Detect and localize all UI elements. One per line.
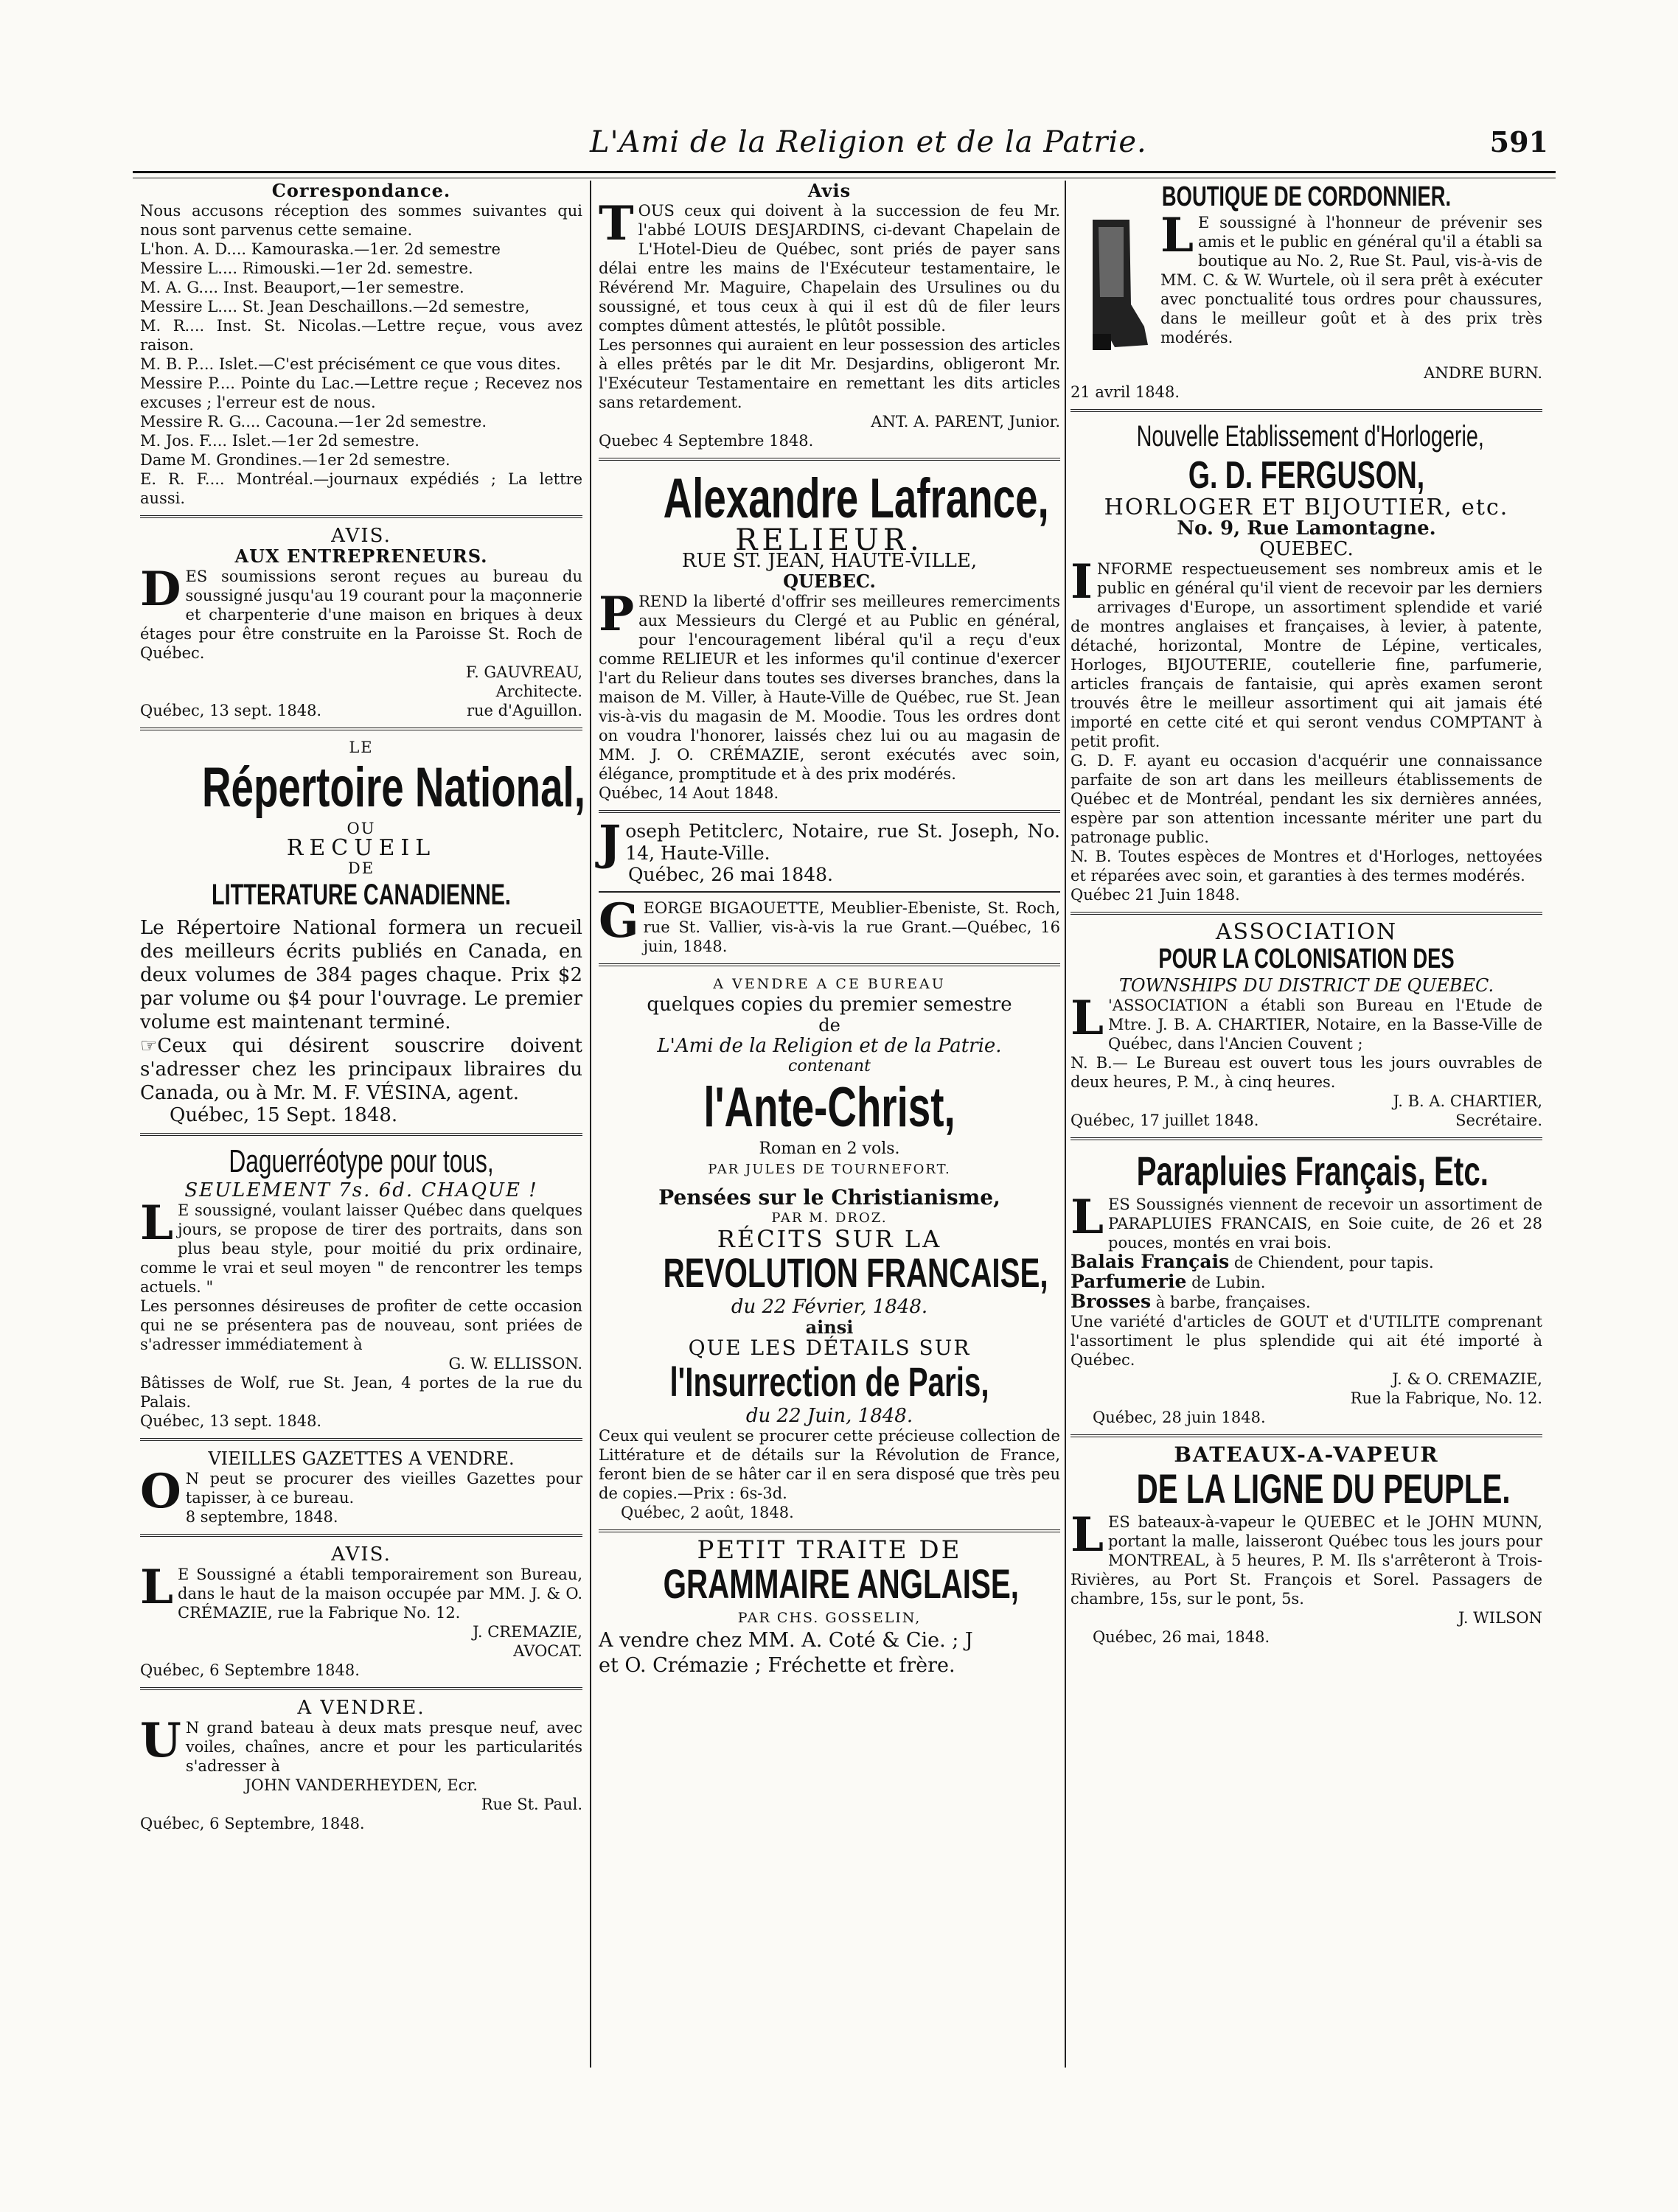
list-item: M. A. G.... Inst. Beauport,—1er semestre. xyxy=(140,279,464,296)
ad-body: Les personnes désireuses de profiter de cette occasion qui ne se présentera pas de nouveau, sont priées de s'adresser immédiatement à xyxy=(140,1297,582,1353)
city: QUEBEC. xyxy=(783,571,876,592)
divider xyxy=(140,1534,582,1537)
ad-headline: l'Ante-Christ, xyxy=(703,1076,955,1139)
column-divider xyxy=(1065,181,1066,2068)
list-item: Messire L.... Rimouski.—1er 2d. semestre. xyxy=(140,259,473,277)
ad-author: PAR M. DROZ. xyxy=(771,1210,888,1226)
ad-kicker: BATEAUX-A-VAPEUR xyxy=(1174,1442,1439,1467)
ad-date: du 22 Février, 1848. xyxy=(731,1296,928,1318)
ad-body: E Soussigné a établi temporairement son Bureau, dans le haut de la maison occupée par MM. J. & O. CRÉMAZIE, rue la Fabrique No. 12. xyxy=(178,1566,582,1622)
drop-cap: J xyxy=(599,815,622,871)
newspaper-title: L'Ami de la Religion et de la Patrie. xyxy=(590,125,1147,159)
avis-entrepreneurs xyxy=(140,526,582,720)
date: Québec, 15 Sept. 1848. xyxy=(170,1104,398,1126)
divider xyxy=(140,1438,582,1441)
ad-headline: Avis xyxy=(807,180,852,201)
divider xyxy=(599,810,1060,813)
boot-icon xyxy=(1070,216,1152,363)
date: Québec, 28 juin 1848. xyxy=(1093,1409,1266,1426)
ad-body: ES Soussignés viennent de recevoir un assortiment de PARAPLUIES FRANCAIS, en Soie cuite, de 26 et 28 pouces, montés en vrai bois. xyxy=(1108,1196,1542,1252)
date: Québec, 17 juillet 1848. xyxy=(1070,1112,1259,1129)
section-title: Correspondance. xyxy=(271,180,451,201)
ad-body: E soussigné à l'honneur de prévenir ses amis et le public en général qu'il a établi sa boutique au No. 2, Rue St. Paul, vis-à-vis de MM. C. & W. Wurtele, où il sera prêt à exécuter avec ponctualité tous ordres pour chaussures, dans le meilleur goût et à des prix très modérés. xyxy=(1160,214,1542,346)
list-item: M. B. P.... Islet.—C'est précisément ce que vous dites. xyxy=(140,355,561,373)
ad-subheadline: RÉCITS SUR LA xyxy=(717,1225,942,1253)
list-item: L'hon. A. D.... Kamouraska.—1er. 2d semestre xyxy=(140,240,501,258)
ad-connector: OU xyxy=(347,820,376,837)
daguerreotype-ad xyxy=(140,1143,582,1431)
role: Architecte. xyxy=(495,683,582,700)
divider xyxy=(140,728,582,730)
drop-cap: L xyxy=(1070,1190,1104,1245)
header-rule xyxy=(133,171,1556,178)
ad-headline: REVOLUTION FRANCAISE, xyxy=(663,1249,1048,1296)
ad-subheadline: RECUEIL xyxy=(286,835,436,861)
signature: F. GAUVREAU, xyxy=(465,663,582,681)
drop-cap: I xyxy=(1070,554,1093,610)
date: Québec, 26 mai, 1848. xyxy=(1093,1628,1270,1646)
ad-headline: Répertoire National, xyxy=(202,756,585,819)
divider xyxy=(1070,1434,1542,1437)
ad-body: N grand bateau à deux mats presque neuf, avec voiles, chaînes, ancre et pour les particularités s'adresser à xyxy=(185,1719,582,1775)
ad-connector: contenant xyxy=(788,1057,871,1075)
ad-kicker: LE xyxy=(349,739,374,756)
ad-date: du 22 Juin, 1848. xyxy=(745,1405,913,1427)
ad-headline: A VENDRE. xyxy=(297,1697,425,1719)
list-item: E. R. F.... Montréal.—journaux expédiés ; La lettre aussi. xyxy=(140,470,582,507)
repertoire-national xyxy=(140,738,585,1126)
product-desc: à barbe, françaises. xyxy=(1155,1294,1311,1311)
ad-subheadline: RELIEUR. xyxy=(735,523,924,557)
lafrance-ad xyxy=(599,468,1060,803)
column-divider xyxy=(590,181,591,2068)
product-desc: de Lubin. xyxy=(1191,1274,1266,1291)
antechrist-ad xyxy=(599,974,1060,1522)
ad-headline: VIEILLES GAZETTES A VENDRE. xyxy=(208,1448,515,1469)
ad-connector: DE xyxy=(347,859,375,877)
divider xyxy=(1070,409,1542,412)
date: Québec, 6 Septembre, 1848. xyxy=(140,1815,365,1832)
ad-body: ES soumissions seront reçues au bureau du soussigné jusqu'au 19 courant pour la maçonnerie et charpenterie d'une maison en briques à deux étages pour être construite en la Paroisse St. Roch de Québec. xyxy=(140,568,582,662)
signature: J. B. A. CHARTIER, xyxy=(1393,1092,1542,1110)
ad-body: 'ASSOCIATION a établi son Bureau en l'Etude de Mtre. J. B. A. CHARTIER, Notaire, en la Basse-Ville de Québec, dans l'Ancien Couvent ; xyxy=(1108,997,1542,1053)
drop-cap: U xyxy=(140,1713,181,1768)
address: No. 9, Rue Lamontagne. xyxy=(1177,517,1436,540)
page-number: 591 xyxy=(1489,125,1548,158)
ad-connector: ainsi xyxy=(805,1316,854,1338)
ad-body: G. D. F. ayant eu occasion d'acquérir une connaissance parfaite de son art dans les meilleurs établissements de Québec et de Montréal, pendant les six dernières années, espère par son attention incessante mériter une part du patronage public. xyxy=(1070,752,1542,846)
ad-body: Une variété d'articles de GOUT et d'UTILITE comprenant l'assortiment le plus splendide qui ait été importé à Québec. xyxy=(1070,1313,1542,1369)
ad-body: Le Répertoire National formera un recueil des meilleurs écrits publiés en Canada, en deux volumes de 384 pages chaque. Prix $2 par volume ou $4 pour l'ouvrage. Le premier volume est maintenant terminé. xyxy=(140,917,582,1033)
date: Québec, 13 sept. 1848. xyxy=(140,1412,322,1430)
ad-author: PAR CHS. GOSSELIN, xyxy=(737,1610,922,1626)
divider xyxy=(1070,912,1542,915)
ad-body: Les personnes qui auraient en leur possession des articles à elles prêtés par le dit Mr. Desjardins, obligeront Mr. l'Exécuteur Testamentaire en remettant les dits articles sans retardement. xyxy=(599,336,1060,411)
list-item: Messire P.... Pointe du Lac.—Lettre reçue ; Recevez nos excuses ; l'erreur est de nous. xyxy=(140,374,582,411)
divider xyxy=(140,515,582,518)
role: Secrétaire. xyxy=(1455,1112,1542,1129)
cordonnier-ad xyxy=(1070,181,1542,402)
divider xyxy=(140,1133,582,1136)
list-item: M. Jos. F.... Islet.—1er 2d semestre. xyxy=(140,432,420,450)
list-item: Dame M. Grondines.—1er 2d semestre. xyxy=(140,451,450,469)
drop-cap: O xyxy=(140,1464,181,1519)
list-item: Messire R. G.... Cacouna.—1er 2d semestre. xyxy=(140,413,487,430)
drop-cap: L xyxy=(140,1196,173,1251)
ad-line: quelques copies du premier semestre xyxy=(647,994,1012,1016)
date: Québec, 14 Aout 1848. xyxy=(599,784,779,802)
date: Quebec 4 Septembre 1848. xyxy=(599,432,814,450)
ad-headline: l'Insurrection de Paris, xyxy=(669,1358,989,1405)
signature: ANDRE BURN. xyxy=(1424,364,1542,382)
column-3 xyxy=(1070,181,1542,1647)
drop-cap: D xyxy=(140,562,181,617)
product-desc: de Chiendent, pour tapis. xyxy=(1233,1254,1434,1271)
divider xyxy=(599,1529,1060,1532)
address: rue d'Aguillon. xyxy=(466,702,582,719)
avis-cremazie xyxy=(140,1544,582,1680)
petitclerc-ad xyxy=(599,815,1060,885)
ferguson-ad xyxy=(1070,419,1542,904)
divider xyxy=(1070,1137,1542,1140)
ad-line: Roman en 2 vols. xyxy=(759,1140,900,1158)
product-name: Parfumerie xyxy=(1070,1271,1187,1292)
date: Québec 21 Juin 1848. xyxy=(1070,886,1240,904)
ad-body: ☞Ceux qui désirent souscrire doivent s'adresser chez les principaux libraires du Canada, ou à Mr. M. F. VÉSINA, agent. xyxy=(140,1035,582,1104)
date: 8 septembre, 1848. xyxy=(185,1508,338,1526)
date: Québec, 6 Septembre 1848. xyxy=(140,1661,360,1679)
ad-role: HORLOGER ET BIJOUTIER, etc. xyxy=(1104,495,1509,520)
date: Québec, 2 août, 1848. xyxy=(621,1504,794,1521)
ad-subheadline: Pensées sur le Christianisme, xyxy=(658,1185,1000,1210)
ad-body: N. B.— Le Bureau est ouvert tous les jours ouvrables de deux heures, P. M., à cinq heures. xyxy=(1070,1054,1542,1091)
date: Québec, 26 mai 1848. xyxy=(628,864,833,885)
address: RUE ST. JEAN, HAUTE-VILLE, xyxy=(681,550,978,572)
product-name: Balais Français xyxy=(1070,1251,1230,1272)
section-title: AVIS. xyxy=(331,525,391,547)
ad-body: NFORME respectueusement ses nombreux amis et le public en général qu'il vient de recevoir par les derniers arrivages d'Europe, un assortiment splendide et varié de montres anglaises et françaises, à levier, à patente, détaché, horizontal, Montre de Lépine, verticales, Horloges, BIJOUTERIE, coutellerie fine, parfumerie, articles français de fantaisie, qui après examen seront trouvés être le meilleur assortiment qui ait jamais été importé en cette cité et qui seront vendus COMPTANT à petit profit. xyxy=(1070,560,1542,750)
signature: G. W. ELLISSON. xyxy=(448,1355,582,1372)
signature: JOHN VANDERHEYDEN, Ecr. xyxy=(245,1776,478,1794)
a-vendre-ad xyxy=(140,1698,582,1833)
address: Rue St. Paul. xyxy=(481,1796,582,1813)
list-item: Nous accusons réception des sommes suivantes qui nous sont parvenus cette semaine. xyxy=(140,202,582,239)
ad-body: REND la liberté d'offrir ses meilleures remerciments aux Messieurs du Clergé et au Public en général, pour l'encouragement libéral qu'il a reçu d'eux comme RELIEUR et les informes qu'il continue d'exercer l'art du Relieur dans toutes ses diverses branches, dans la maison de M. Viller, à Haute-Ville de Québec, rue St. Jean vis-à-vis du magasin de M. Moodie. Tous les ordres dont on voudra l'honorer, laissés chez lui ou au magasin de MM. J. O. CRÉMAZIE, seront exécutés avec soin, élégance, promptitude et à des prix modérés. xyxy=(599,593,1060,783)
signature: ANT. A. PARENT, Junior. xyxy=(871,413,1060,430)
signature: J. & O. CREMAZIE, xyxy=(1392,1370,1542,1388)
ad-body: Ceux qui veulent se procurer cette précieuse collection de Littérature et de détails sur la Révolution de France, feront bien de se hâter car il en sera disposé que très peu de copies.—Prix : 6s-3d. xyxy=(599,1427,1060,1502)
role: AVOCAT. xyxy=(513,1642,582,1660)
grammaire-ad xyxy=(599,1535,1060,1678)
ad-headline: GRAMMAIRE ANGLAISE, xyxy=(663,1560,1019,1607)
address: Bâtisses de Wolf, rue St. Jean, 4 portes de la rue du Palais. xyxy=(140,1374,582,1411)
ad-headline: Alexandre Lafrance, xyxy=(663,467,1049,530)
ad-body: oseph Petitclerc, Notaire, rue St. Joseph, No. 14, Haute-Ville. xyxy=(625,820,1060,864)
drop-cap: P xyxy=(599,587,635,642)
ad-headline: Daguerréotype pour tous, xyxy=(229,1143,494,1179)
list-item: M. R.... Inst. St. Nicolas.—Lettre reçue, vous avez raison. xyxy=(140,317,582,354)
product-name: Brosses xyxy=(1070,1291,1152,1312)
correspondance-section xyxy=(140,181,582,508)
ad-body: N. B. Toutes espèces de Montres et d'Horloges, nettoyées et réparées avec soin, et garanties à des termes modérés. xyxy=(1070,848,1542,885)
ad-headline: BOUTIQUE DE CORDONNIER. xyxy=(1161,181,1452,212)
divider xyxy=(599,963,1060,966)
ad-line: et O. Crémazie ; Fréchette et frère. xyxy=(599,1654,955,1677)
date: 21 avril 1848. xyxy=(1070,383,1180,401)
divider xyxy=(599,891,1060,893)
ad-kicker: PETIT TRAITE DE xyxy=(697,1535,962,1565)
ad-body: OUS ceux qui doivent à la succession de feu Mr. l'abbé LOUIS DESJARDINS, ci-devant Chapelain de L'Hotel-Dieu de Québec, sont priés de payer sans délai entre les mains de l'Exécuteur testamentaire, le Révérend Mr. Maguire, Chapelain des Ursulines ou du soussigné, et tous ceux à qui il est dû de filer leurs comptes dûment attestés, le plûtôt possible. xyxy=(599,202,1060,335)
column-1 xyxy=(140,180,585,1833)
drop-cap: T xyxy=(599,196,634,251)
ad-line: L'Ami de la Religion et de la Patrie. xyxy=(657,1035,1002,1057)
list-item: Messire L.... St. Jean Deschaillons.—2d semestre, xyxy=(140,298,530,315)
page-header xyxy=(133,125,1556,170)
drop-cap: L xyxy=(1160,208,1194,263)
avis-succession xyxy=(599,181,1060,450)
signature: J. WILSON xyxy=(1458,1609,1542,1627)
ad-kicker: A VENDRE A CE BUREAU xyxy=(713,976,946,992)
parapluies-ad xyxy=(1070,1148,1542,1427)
ad-author: PAR JULES DE TOURNEFORT. xyxy=(708,1162,951,1177)
ad-line: A vendre chez MM. A. Coté & Cie. ; J xyxy=(599,1629,973,1652)
divider xyxy=(140,1687,582,1690)
ad-headline: Nouvelle Etablissement d'Horlogerie, xyxy=(1136,420,1484,453)
drop-cap: L xyxy=(1070,1507,1104,1563)
drop-cap: L xyxy=(1070,991,1104,1046)
ad-kicker: ASSOCIATION xyxy=(1215,919,1398,945)
city: QUEBEC. xyxy=(1259,538,1354,560)
divider xyxy=(599,458,1060,461)
bateaux-ad xyxy=(1070,1442,1542,1647)
association-ad xyxy=(1070,919,1542,1130)
ad-name: G. D. FERGUSON, xyxy=(1188,454,1425,497)
ad-headline: POUR LA COLONISATION DES xyxy=(1158,943,1455,974)
drop-cap: G xyxy=(599,893,639,949)
date: Québec, 13 sept. 1848. xyxy=(140,702,322,719)
ad-body: EORGE BIGAOUETTE, Meublier-Ebeniste, St. Roch, rue St. Vallier, vis-à-vis la rue Grant.—Québec, 16 juin, 1848. xyxy=(643,899,1060,955)
ad-body: N peut se procurer des vieilles Gazettes pour tapisser, à ce bureau. xyxy=(185,1470,582,1507)
ad-headline: Parapluies Français, Etc. xyxy=(1136,1148,1489,1194)
ad-connector: de xyxy=(818,1015,840,1036)
ad-subheadline: TOWNSHIPS DU DISTRICT DE QUEBEC. xyxy=(1118,975,1494,996)
drop-cap: L xyxy=(140,1560,173,1615)
ad-subheadline: LITTERATURE CANADIENNE. xyxy=(212,879,511,911)
correspondance-list xyxy=(140,201,582,508)
ad-headline: DE LA LIGNE DU PEUPLE. xyxy=(1136,1465,1511,1512)
ad-subheadline: QUE LES DÉTAILS SUR xyxy=(688,1336,971,1360)
signature: J. CREMAZIE, xyxy=(473,1623,582,1641)
ad-headline: AVIS. xyxy=(331,1543,391,1566)
gazettes-ad xyxy=(140,1448,582,1527)
ad-body: E soussigné, voulant laisser Québec dans quelques jours, se propose de tirer des portraits, dans son plus beau style, pour moitié du prix ordinaire, comme le vrai et seul moyen " de rencontrer les temps actuels. " xyxy=(140,1201,582,1296)
ad-subheadline: SEULEMENT 7s. 6d. CHAQUE ! xyxy=(184,1179,538,1201)
column-2 xyxy=(599,181,1060,1678)
section-subtitle: AUX ENTREPRENEURS. xyxy=(234,545,488,567)
address: Rue la Fabrique, No. 12. xyxy=(1350,1389,1542,1407)
bigaouette-ad xyxy=(599,893,1060,956)
ad-body: ES bateaux-à-vapeur le QUEBEC et le JOHN MUNN, portant la malle, laisseront Québec tous les jours pour MONTREAL, à 5 heures, P. M. Ils s'arrêteront à Trois-Rivières, au Port St. François et Sorel. Passagers de chambre, 15s, sur le pont, 5s. xyxy=(1070,1513,1542,1608)
